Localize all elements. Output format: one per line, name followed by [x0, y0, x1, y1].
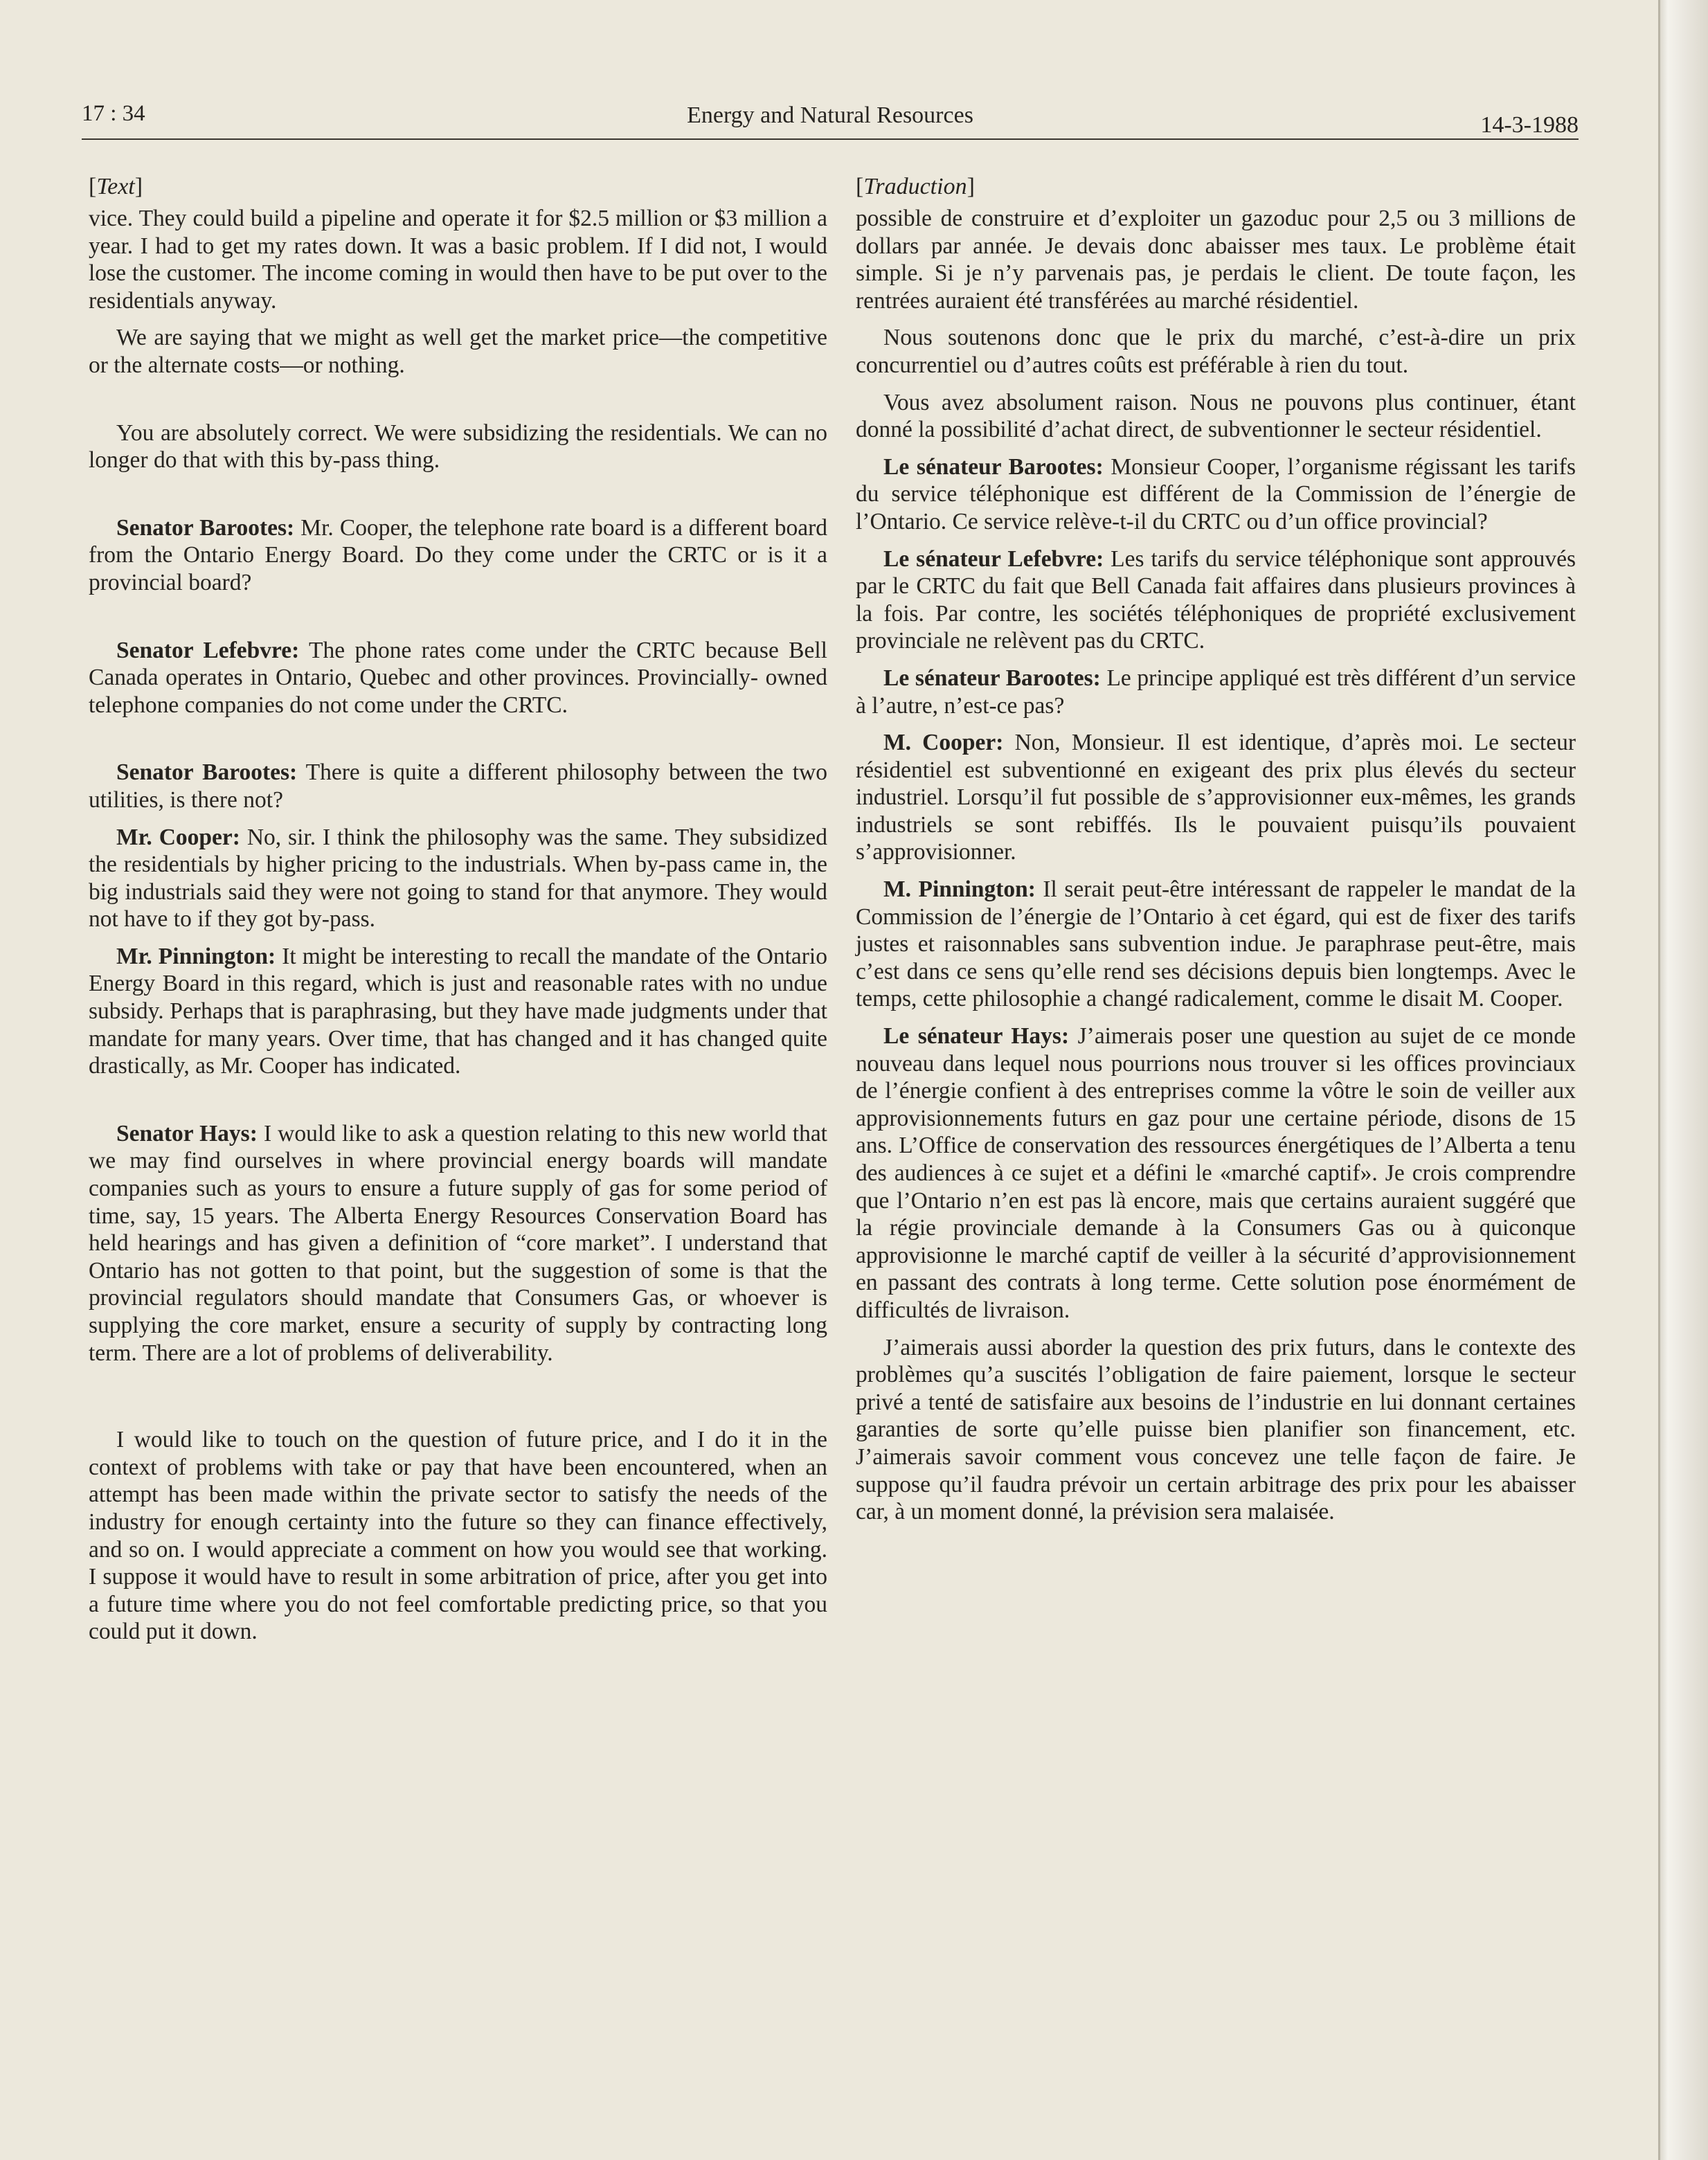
paragraph-text: I would like to ask a question relating to this new world that we may find ourselves in where provincial energy boards will mandate companies such as yours to ensure a future supply of gas for some period of time, say, 15 years. The Alberta Energy Resources Conservation Board has held hearings and has given a definition of “core market”. I understand that Ontario has not gotten to that point, but the suggestion of some is that the provincial regulators should mandate that Consumers Gas, or whoever is supplying the core market, ensure a security of supply by contracting long term. There are a lot of problems of deliverability.: [89, 1120, 827, 1366]
speaker-name: Le sénateur Barootes:: [883, 453, 1104, 480]
french-column: [856, 166, 1576, 1526]
paragraph-text: Monsieur Cooper, l’organisme régissant les tarifs du service téléphonique est différent de la Commission de l’énergie de l’Ontario. Ce service relève-t-il du CRTC ou d’un office provincial?: [856, 453, 1576, 534]
paragraph: [856, 876, 1576, 1013]
speaker-name: Senator Barootes:: [116, 514, 295, 541]
paragraph: [89, 1426, 827, 1646]
paragraph: [89, 205, 827, 314]
paragraph-text: Vous avez absolument raison. Nous ne pouvons plus continuer, étant donné la possibilité d’achat direct, de subventionner le secteur résidentiel.: [856, 389, 1576, 443]
speaker-name: Senator Lefebvre:: [116, 637, 300, 663]
paragraph-text: You are absolutely correct. We were subsidizing the residentials. We can no longer do that with this by-pass thing.: [89, 420, 827, 474]
paragraph-text: Les tarifs du service téléphonique sont approuvés par le CRTC du fait que Bell Canada fait affaires dans plusieurs provinces à la fois. Par contre, les sociétés téléphoniques de propriété exclusivement provinciale ne relèvent pas du CRTC.: [856, 546, 1576, 654]
speaker-name: Senator Hays:: [116, 1120, 258, 1146]
paragraph: [856, 546, 1576, 655]
paragraph: [89, 824, 827, 933]
paragraph: [89, 324, 827, 379]
paragraph-text: Non, Monsieur. Il est identique, d’après moi. Le secteur résidentiel est subventionné en exigeant des prix plus élevés du secteur industriel. Lorsqu’il fut possible de s’approvisionner eux-mêmes, les grands industriels se sont rebiffés. Ils le pouvaient puisqu’ils pouvaient s’approvisionner.: [856, 730, 1576, 865]
header-date: 14-3-1988: [1480, 112, 1579, 138]
paragraph: [856, 729, 1576, 866]
paragraph: [89, 637, 827, 719]
speaker-name: M. Cooper:: [883, 730, 1004, 756]
text-marker-label: Text: [96, 174, 135, 199]
paragraph: [89, 1120, 827, 1367]
paragraph-text: J’aimerais poser une question au sujet de ce monde nouveau dans lequel nous pourrions nous trouver si les offices provinciaux de l’énergie confient à des entreprises comme la vôtre le soin de veiller aux approvisionnements futurs en gaz pour une certaine période, disons de 15 ans. L’Office de conservation des ressources énergétiques de l’Alberta a tenu des audiences à ce sujet et a défini le «marché captif». Je crois comprendre que l’Ontario n’en est pas là encore, mais que certains auraient suggéré que la régie provinciale demande à la Consumers Gas ou à quiconque approvisionne le marché captif de veiller à la sécurité d’approvisionnement en passant des contrats à long terme. Cette solution pose énormément de difficultés de livraison.: [856, 1023, 1576, 1323]
speaker-name: Le sénateur Barootes:: [883, 665, 1101, 691]
paragraph-text: Nous soutenons donc que le prix du marché, c’est-à-dire un prix concurrentiel ou d’autres coûts est préférable à rien du tout.: [856, 325, 1576, 378]
paragraph: [856, 389, 1576, 444]
page-header: [82, 97, 1579, 140]
speaker-name: Mr. Pinnington:: [116, 943, 276, 969]
page-edge: [1658, 0, 1708, 2160]
translation-marker-label: Traduction: [863, 174, 967, 199]
paragraph: [856, 1334, 1576, 1526]
speaker-name: Mr. Cooper:: [116, 824, 240, 850]
paragraph: [89, 759, 827, 813]
speaker-name: M. Pinnington:: [883, 876, 1036, 903]
english-column: [89, 166, 827, 1646]
paragraph: [89, 514, 827, 597]
translation-marker: [Traduction]: [856, 174, 975, 199]
paragraph-text: I would like to touch on the question of future price, and I do it in the context of problems with take or pay that have been encountered, when an attempt has been made within the private sector to satisfy the needs of the industry for enough certainty into the future so they can finance effectively, and so on. I would appreciate a comment on how you would see that working. I suppose it would have to result in some arbitration of price, after you get into a future time where you do not feel comfortable predicting price, so that you could put it down.: [89, 1427, 827, 1645]
paragraph-text: There is quite a different philosophy between the two utilities, is there not?: [89, 759, 827, 813]
paragraph-text: Mr. Cooper, the telephone rate board is a different board from the Ontario Energy Board. Do they come under the CRTC or is it a provincial board?: [89, 514, 827, 595]
paragraph: [856, 205, 1576, 314]
speaker-name: Le sénateur Hays:: [883, 1023, 1070, 1050]
paragraph-text: possible de construire et d’exploiter un gazoduc pour 2,5 ou 3 millions de dollars par année. Je devais donc abaisser mes taux. Le problème était simple. Si je n’y parvenais pas, je perdais le client. De toute façon, les rentrées auraient été transférées au marché résidentiel.: [856, 206, 1576, 314]
page-edge-line: [1658, 0, 1660, 2160]
speaker-name: Senator Barootes:: [116, 759, 298, 786]
paragraph-text: vice. They could build a pipeline and operate it for $2.5 million or $3 million a year. I had to get my rates down. It was a basic problem. If I did not, I would lose the customer. The income coming in would then have to be put over to the residentials anyway.: [89, 206, 827, 314]
paragraph: [856, 324, 1576, 379]
paragraph: [89, 420, 827, 474]
paragraph: [89, 943, 827, 1080]
speaker-name: Le sénateur Lefebvre:: [883, 546, 1104, 572]
page-folio: 17 : 34: [82, 101, 145, 126]
header-title: Energy and Natural Resources: [687, 102, 973, 128]
paragraph-text: Le principe appliqué est très différent d’un service à l’autre, n’est-ce pas?: [856, 665, 1576, 719]
text-marker: [Text]: [89, 174, 143, 199]
paragraph-text: J’aimerais aussi aborder la question des prix futurs, dans le contexte des problèmes qu’a suscités l’obligation de faire paiement, lorsque le secteur privé a tenté de satisfaire aux besoins de l’industrie en lui donnant certaines garanties de sorte qu’elle puisse bien planifier son financement, etc. J’aimerais savoir comment vous concevez une telle façon de faire. Je suppose qu’il faudra prévoir un certain arbitrage des prix pour les abaisser car, à un moment donné, la prévision sera malaisée.: [856, 1334, 1576, 1525]
paragraph-text: Il serait peut-être intéressant de rappeler le mandat de la Commission de l’énergie de l’Ontario à cet égard, qui est de fixer des tarifs justes et raisonnables sans subvention indue. Je paraphrase peut-être, mais c’est dans ce sens qu’elle rend ses décisions depuis bien longtemps. Avec le temps, cette philosophie a changé radicalement, comme le disait M. Cooper.: [856, 876, 1576, 1012]
paragraph: [856, 1023, 1576, 1324]
paragraph-text: We are saying that we might as well get the market price—the competitive or the alternate costs—or nothing.: [89, 325, 827, 378]
paragraph: [856, 665, 1576, 719]
paragraph-text: It might be interesting to recall the mandate of the Ontario Energy Board in this regard, which is just and reasonable rates with no undue subsidy. Perhaps that is paraphrasing, but they have made judgments under that mandate for many years. Over time, that has changed and it has changed quite drastically, as Mr. Cooper has indicated.: [89, 943, 827, 1079]
paragraph-text: The phone rates come under the CRTC because Bell Canada operates in Ontario, Quebec and other provinces. Provincially- owned telephone companies do not come under the CRTC.: [89, 637, 827, 718]
paragraph-text: No, sir. I think the philosophy was the same. They subsidized the residentials by higher pricing to the industrials. When by-pass came in, the big industrials said they were not going to stand for that anymore. They would not have to if they got by-pass.: [89, 824, 827, 933]
paragraph: [856, 453, 1576, 536]
